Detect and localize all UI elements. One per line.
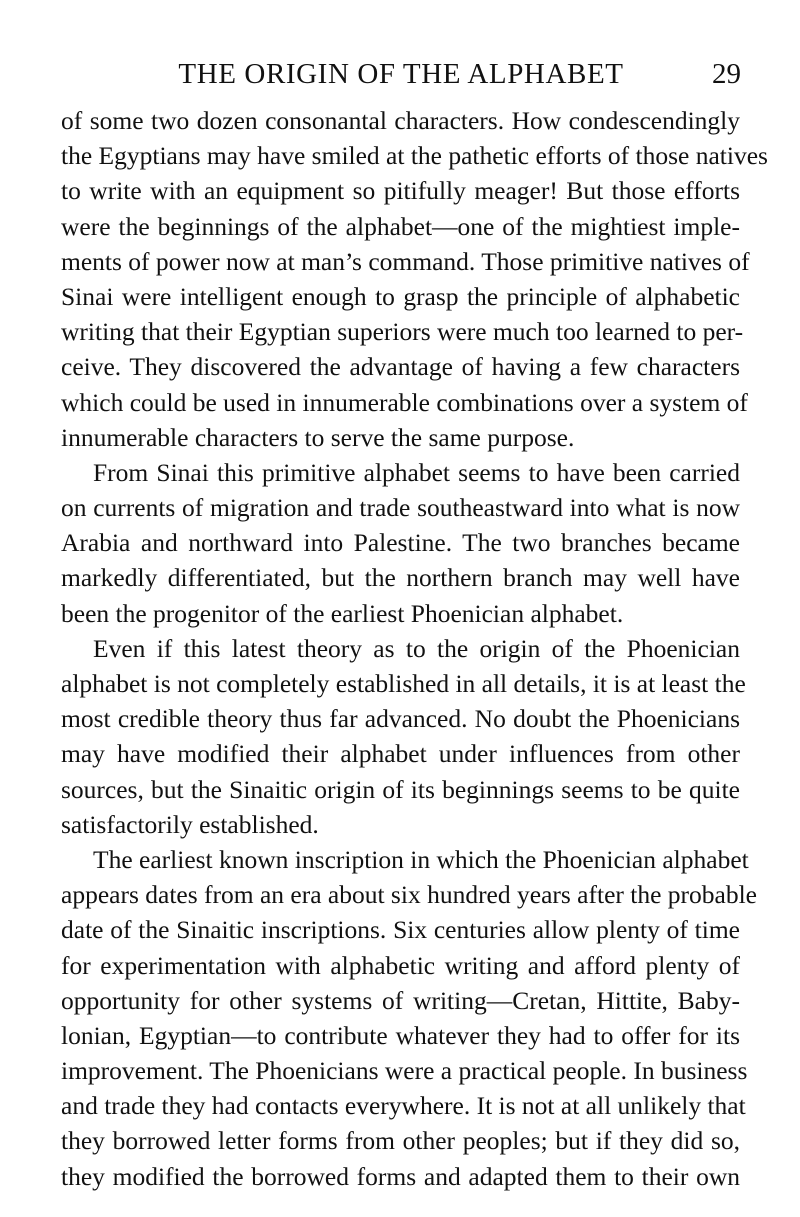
text-line: markedly differentiated, but the northern branch may well have xyxy=(61,563,740,593)
text-line: From Sinai this primitive alphabet seems to have been carried xyxy=(93,457,740,487)
text-line: they borrowed letter forms from other peoples; but if they did so, xyxy=(61,1126,740,1156)
text-line: were the beginnings of the alphabet—one of the mightiest imple- xyxy=(61,211,740,241)
text-line: Arabia and northward into Palestine. The two branches became xyxy=(61,528,740,558)
text-line: writing that their Egyptian superiors were much too learned to per- xyxy=(61,317,744,347)
text-line: for experimentation with alphabetic writing and afford plenty of xyxy=(61,950,740,980)
text-line: satisfactorily established. xyxy=(61,809,319,839)
text-line: innumerable characters to serve the same purpose. xyxy=(61,422,575,452)
text-line: date of the Sinaitic inscriptions. Six centuries allow plenty of time xyxy=(61,915,740,945)
chapter-title: THE ORIGIN OF THE ALPHABET xyxy=(178,58,624,90)
text-line: Even if this latest theory as to the origin of the Phoenician xyxy=(93,633,740,663)
text-line: which could be used in innumerable combinations over a system of xyxy=(61,387,748,417)
text-line: opportunity for other systems of writing—Cretan, Hittite, Baby- xyxy=(61,985,740,1015)
text-line: of some two dozen consonantal characters. How condescendingly xyxy=(61,106,740,135)
text-line: alphabet is not completely established in all details, it is at least the xyxy=(61,669,746,698)
text-line: ments of power now at man’s command. Those primitive natives of xyxy=(61,246,750,276)
text-line: the Egyptians may have smiled at the pathetic efforts of those natives xyxy=(61,141,768,171)
running-head xyxy=(61,56,741,92)
text-line: on currents of migration and trade southeastward into what is now xyxy=(61,493,740,523)
text-line: they modified the borrowed forms and adapted them to their own xyxy=(61,1161,740,1191)
text-line: appears dates from an era about six hundred years after the probable xyxy=(61,880,757,910)
text-line: lonian, Egyptian—to contribute whatever they had to offer for its xyxy=(61,1020,740,1050)
text-line: been the progenitor of the earliest Phoenician alphabet. xyxy=(61,598,624,628)
page-number: 29 xyxy=(712,58,741,90)
text-line: most credible theory thus far advanced. No doubt the Phoenicians xyxy=(61,704,740,734)
text-line: and trade they had contacts everywhere. It is not at all unlikely that xyxy=(61,1091,746,1121)
text-line: sources, but the Sinaitic origin of its beginnings seems to be quite xyxy=(61,774,740,804)
text-line: The earliest known inscription in which the Phoenician alphabet xyxy=(93,844,749,874)
body-text xyxy=(61,103,768,1194)
text-line: ceive. They discovered the advantage of having a few characters xyxy=(61,352,740,382)
text-line: improvement. The Phoenicians were a practical people. In business xyxy=(61,1056,748,1086)
text-line: may have modified their alphabet under influences from other xyxy=(61,739,740,769)
text-line: Sinai were intelligent enough to grasp the principle of alphabetic xyxy=(61,281,740,311)
text-line: to write with an equipment so pitifully meager! But those efforts xyxy=(61,176,740,206)
